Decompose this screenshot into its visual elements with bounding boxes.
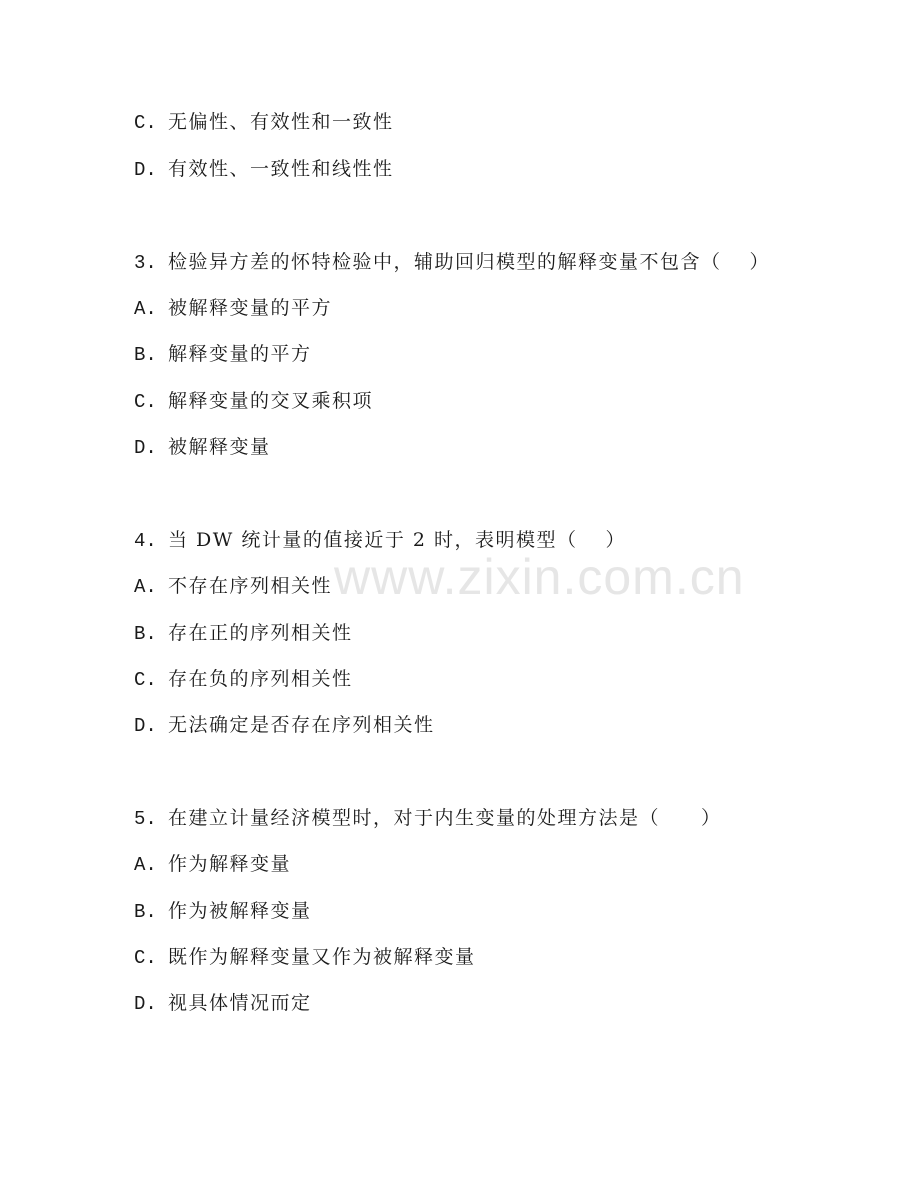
question-number: 5.: [134, 808, 157, 830]
option-text: 作为被解释变量: [168, 900, 312, 922]
option-text: 有效性、一致性和线性性: [168, 158, 394, 180]
option-label: D.: [134, 437, 157, 459]
option-label: A.: [134, 854, 157, 876]
option-label: D.: [134, 159, 157, 181]
q5-option-b: [134, 899, 312, 924]
q4-option-b: [134, 621, 353, 646]
option-text: 无法确定是否存在序列相关性: [168, 714, 435, 736]
option-text: 存在负的序列相关性: [168, 668, 353, 690]
q5-option-d: [134, 991, 312, 1016]
option-text: 被解释变量的平方: [168, 297, 333, 319]
q5-stem: [134, 806, 722, 831]
q4-option-d: [134, 713, 435, 738]
q3-stem: [134, 250, 770, 275]
option-label: A.: [134, 576, 157, 598]
q3-option-c: [134, 389, 373, 414]
question-text: 当 DW 统计量的值接近于 2 时，表明模型（ ）: [168, 529, 627, 551]
option-label: D.: [134, 715, 157, 737]
watermark: www.zixin.com.cn: [334, 549, 745, 605]
q3-option-b: [134, 342, 312, 367]
option-label: B.: [134, 344, 157, 366]
option-text: 视具体情况而定: [168, 992, 312, 1014]
q3-option-d: [134, 435, 271, 460]
option-text: 不存在序列相关性: [168, 575, 333, 597]
option-label: D.: [134, 993, 157, 1015]
option-text: 无偏性、有效性和一致性: [168, 111, 394, 133]
question-text: 检验异方差的怀特检验中，辅助回归模型的解释变量不包含（ ）: [168, 251, 771, 273]
option-text: 存在正的序列相关性: [168, 622, 353, 644]
option-label: B.: [134, 623, 157, 645]
option-label: C.: [134, 669, 157, 691]
option-text: 被解释变量: [168, 436, 271, 458]
q4-option-a: [134, 574, 332, 599]
question-text: 在建立计量经济模型时，对于内生变量的处理方法是（ ）: [168, 807, 722, 829]
option-text: 既作为解释变量又作为被解释变量: [168, 946, 476, 968]
q5-option-c: [134, 945, 476, 970]
option-label: C.: [134, 112, 157, 134]
question-number: 4.: [134, 530, 157, 552]
option-label: C.: [134, 391, 157, 413]
q4-stem: [134, 528, 626, 553]
q5-option-a: [134, 852, 291, 877]
option-text: 解释变量的平方: [168, 343, 312, 365]
option-label: B.: [134, 901, 157, 923]
q2-option-d: [134, 157, 394, 182]
q2-option-c: [134, 110, 394, 135]
q3-option-a: [134, 296, 332, 321]
q4-option-c: [134, 667, 353, 692]
option-label: C.: [134, 947, 157, 969]
option-text: 解释变量的交叉乘积项: [168, 390, 374, 412]
option-text: 作为解释变量: [168, 853, 292, 875]
question-number: 3.: [134, 252, 157, 274]
option-label: A.: [134, 298, 157, 320]
